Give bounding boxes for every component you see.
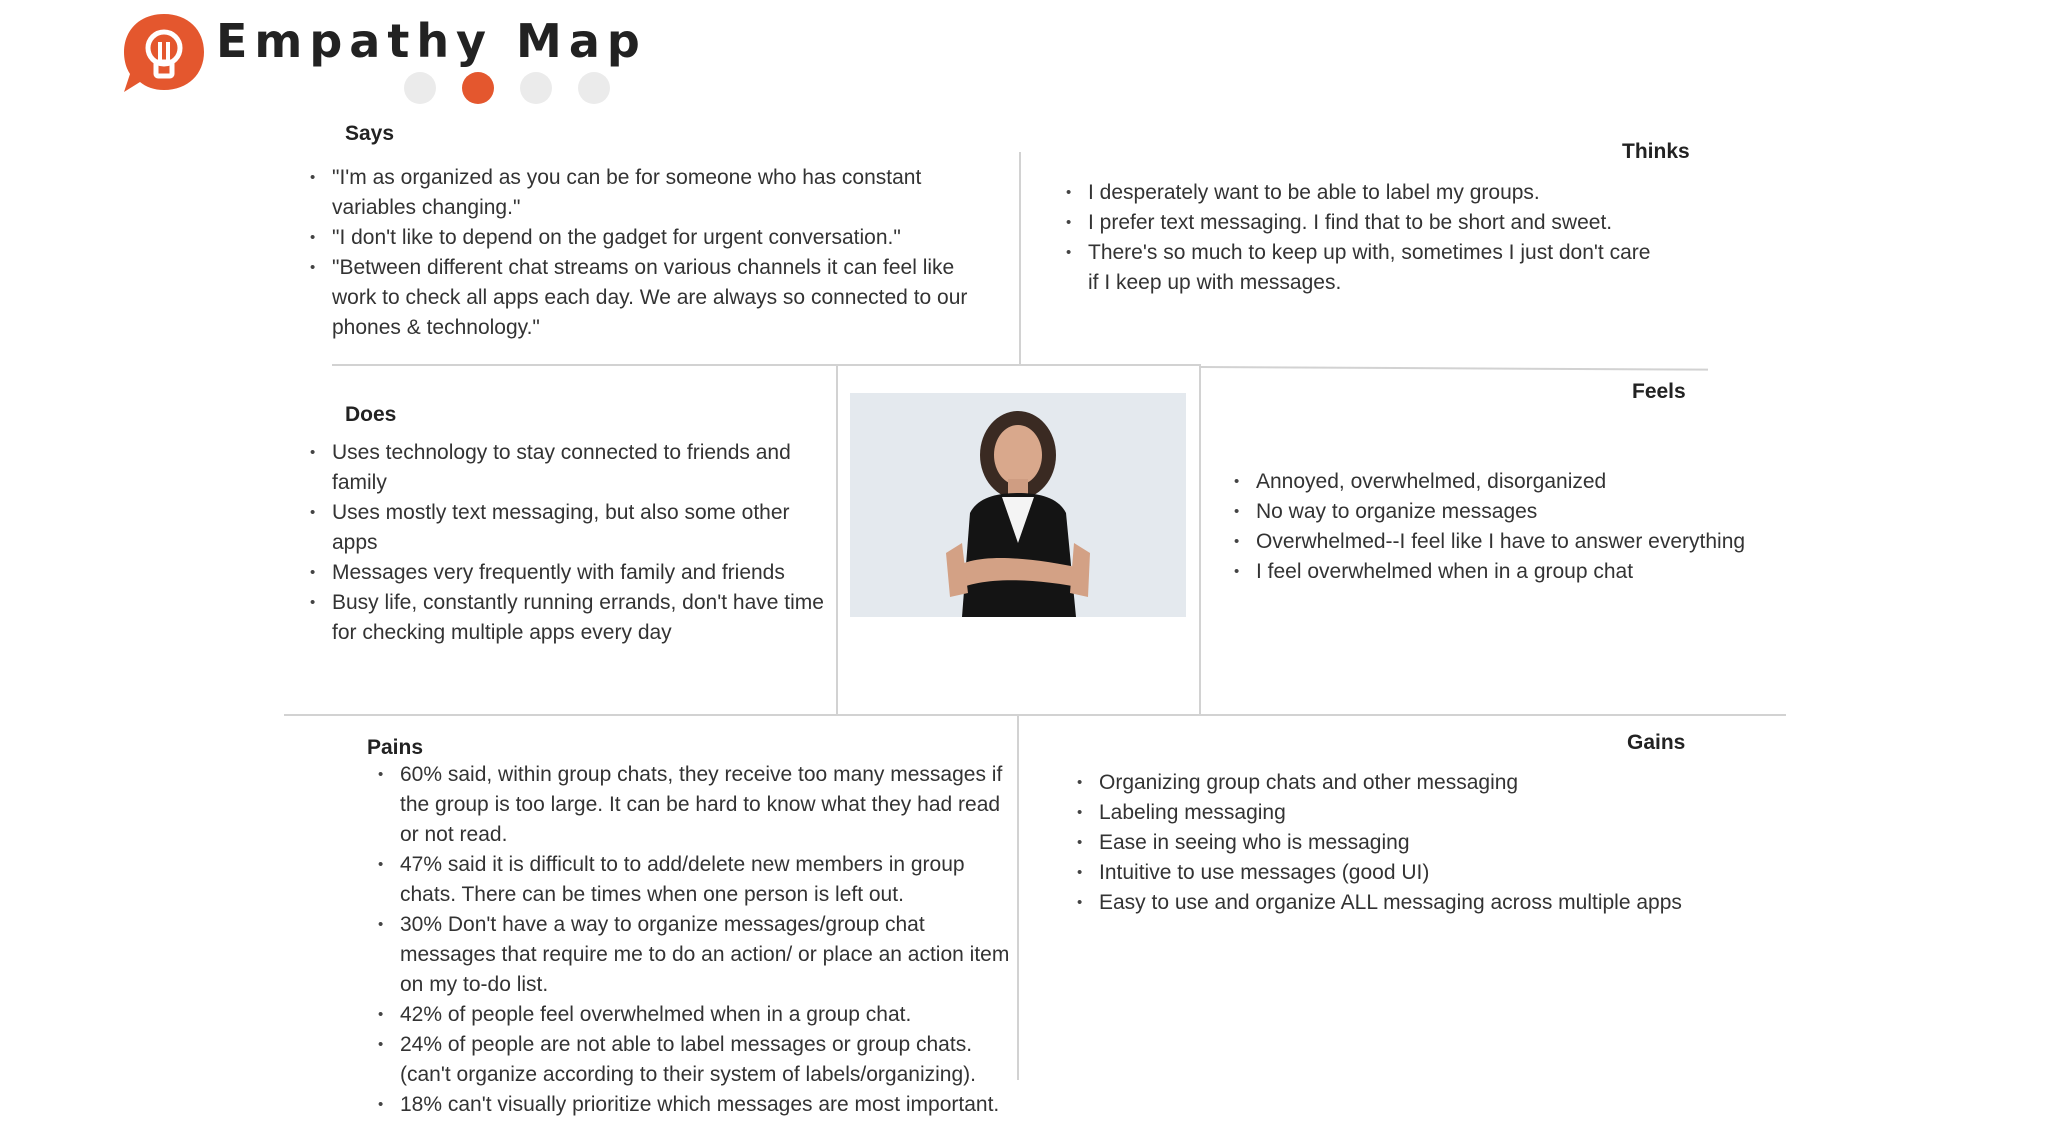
pains-item: • 42% of people feel overwhelmed when in a group chat. bbox=[378, 1000, 1012, 1030]
pains-item: • 30% Don't have a way to organize messages/group chat messages that require me to do an action/ or place an action item on my to-do list. bbox=[378, 910, 1012, 1000]
divider-vertical-right-mid bbox=[1199, 364, 1201, 716]
does-item: • Messages very frequently with family and friends bbox=[310, 558, 830, 588]
thinks-list bbox=[1066, 178, 1666, 298]
divider-photo-top bbox=[836, 364, 1200, 366]
progress-dot bbox=[578, 72, 610, 104]
divider-vertical-bottom bbox=[1017, 716, 1019, 1080]
progress-dots bbox=[404, 72, 610, 104]
feels-item: • No way to organize messages bbox=[1234, 497, 1774, 527]
divider-horizontal-middle bbox=[284, 714, 1786, 716]
does-item: • Uses technology to stay connected to friends and family bbox=[310, 438, 830, 498]
does-heading: Does bbox=[345, 403, 397, 426]
does-item: • Uses mostly text messaging, but also some other apps bbox=[310, 498, 830, 558]
gains-item: • Ease in seeing who is messaging bbox=[1077, 828, 1777, 858]
feels-item: • Overwhelmed--I feel like I have to answer everything bbox=[1234, 527, 1774, 557]
progress-dot bbox=[520, 72, 552, 104]
thinks-heading: Thinks bbox=[1622, 140, 1690, 163]
pains-item: • 18% can't visually prioritize which messages are most important. bbox=[378, 1090, 1012, 1120]
lightbulb-logo-icon bbox=[120, 8, 208, 96]
does-item: • Busy life, constantly running errands, don't have time for checking multiple apps every day bbox=[310, 588, 830, 648]
pains-heading: Pains bbox=[367, 736, 424, 759]
says-item: • "Between different chat streams on various channels it can feel like work to check all apps each day. We are always so connected to our phones & technology." bbox=[310, 253, 1000, 343]
progress-dot bbox=[404, 72, 436, 104]
feels-item: • Annoyed, overwhelmed, disorganized bbox=[1234, 467, 1774, 497]
divider-vertical-top bbox=[1019, 152, 1021, 366]
thinks-item: • There's so much to keep up with, sometimes I just don't care if I keep up with messages. bbox=[1066, 238, 1666, 298]
thinks-item: • I prefer text messaging. I find that to be short and sweet. bbox=[1066, 208, 1666, 238]
does-list bbox=[310, 438, 830, 648]
gains-heading: Gains bbox=[1627, 731, 1686, 754]
says-list bbox=[310, 163, 1000, 343]
says-heading: Says bbox=[345, 122, 395, 145]
says-item: • "I'm as organized as you can be for someone who has constant variables changing." bbox=[310, 163, 1000, 223]
gains-list bbox=[1077, 768, 1777, 918]
gains-item: • Easy to use and organize ALL messaging across multiple apps bbox=[1077, 888, 1777, 918]
progress-dot-active bbox=[462, 72, 494, 104]
gains-item: • Labeling messaging bbox=[1077, 798, 1777, 828]
divider-thinks bbox=[1200, 366, 1708, 371]
pains-item: • 47% said it is difficult to to add/delete new members in group chats. There can be times when one person is left out. bbox=[378, 850, 1012, 910]
thinks-item: • I desperately want to be able to label my groups. bbox=[1066, 178, 1666, 208]
pains-item: • 24% of people are not able to label messages or group chats. (can't organize according to their system of labels/organizing). bbox=[378, 1030, 1012, 1090]
gains-item: • Intuitive to use messages (good UI) bbox=[1077, 858, 1777, 888]
pains-item: • 60% said, within group chats, they receive too many messages if the group is too large. It can be hard to know what they had read or not read. bbox=[378, 760, 1012, 850]
says-item: • "I don't like to depend on the gadget for urgent conversation." bbox=[310, 223, 1000, 253]
divider-says bbox=[332, 364, 836, 366]
feels-list bbox=[1234, 467, 1774, 587]
feels-heading: Feels bbox=[1632, 380, 1686, 403]
page-title: Empathy Map bbox=[216, 14, 647, 68]
gains-item: • Organizing group chats and other messaging bbox=[1077, 768, 1777, 798]
pains-list bbox=[378, 760, 1012, 1120]
divider-vertical-left-mid bbox=[836, 364, 838, 716]
persona-photo bbox=[850, 393, 1186, 617]
feels-item: • I feel overwhelmed when in a group chat bbox=[1234, 557, 1774, 587]
